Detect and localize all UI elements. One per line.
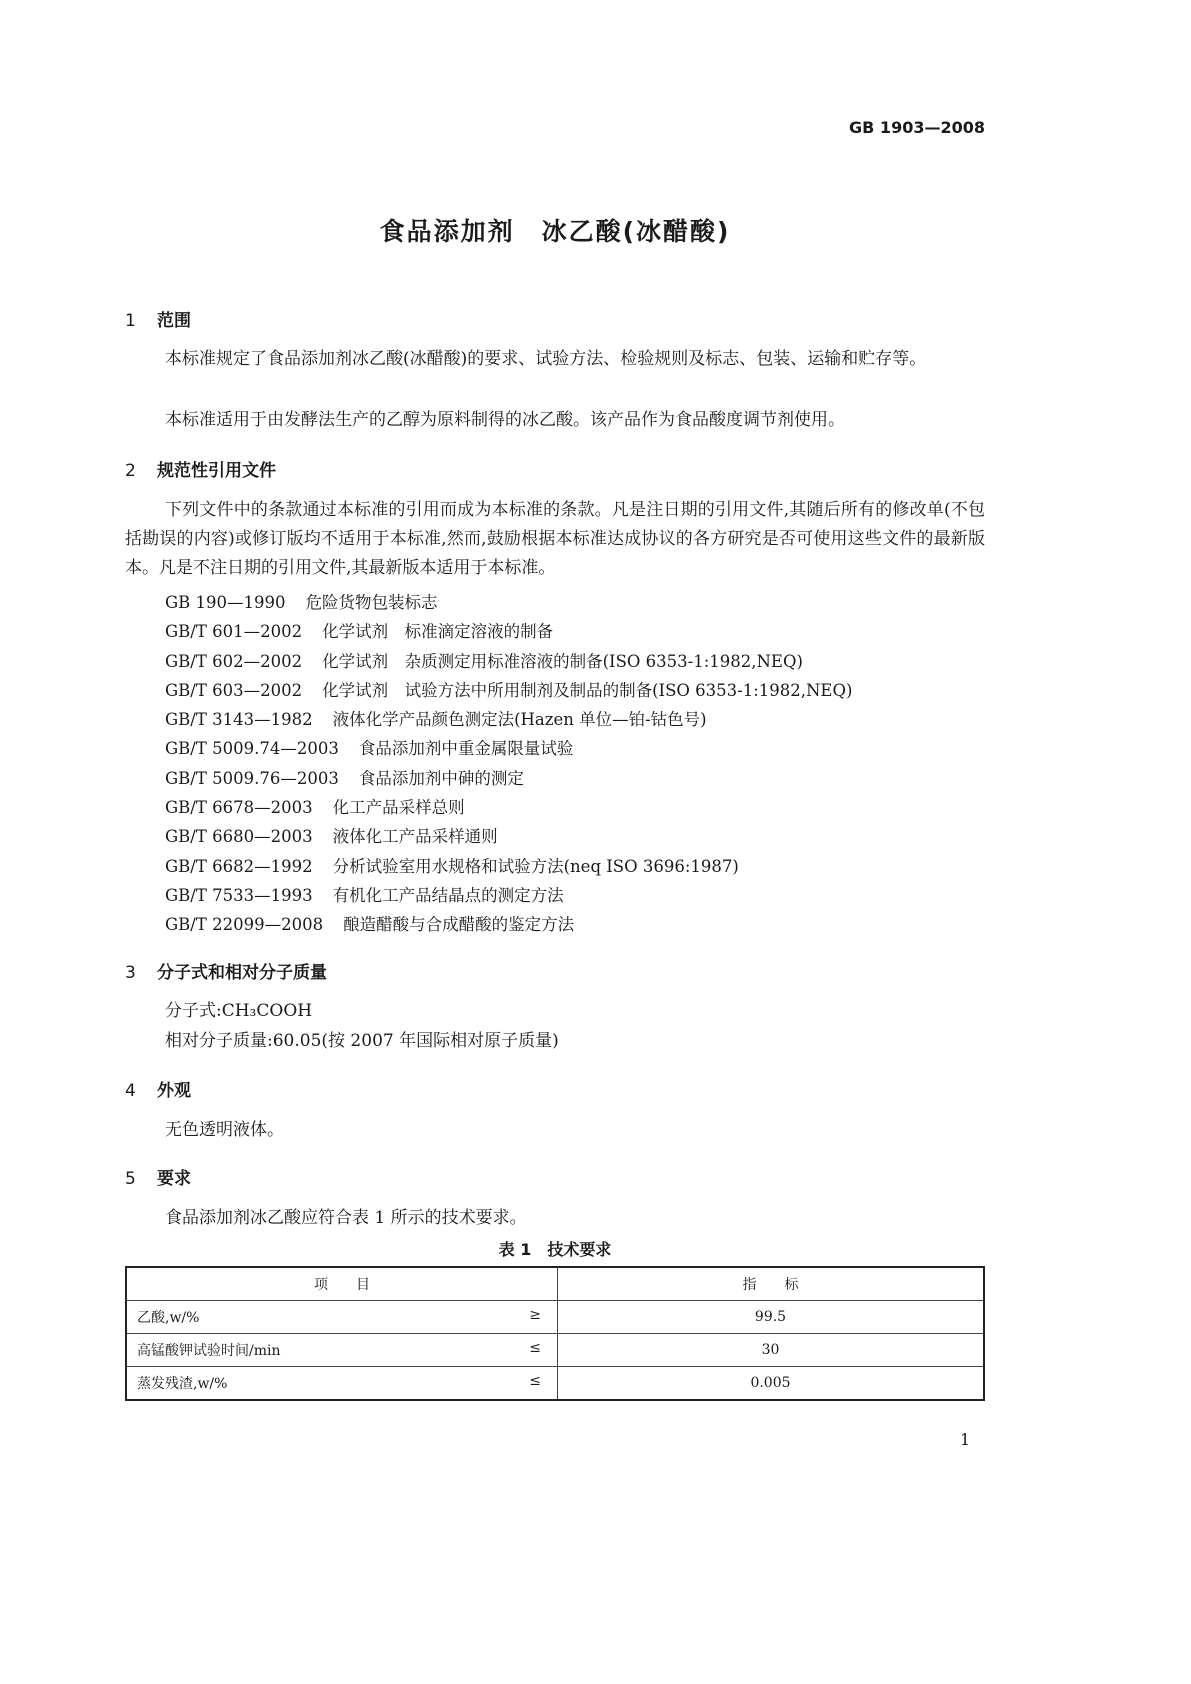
section-heading: 1 范围 [125,311,191,331]
reference-item [165,676,852,705]
molecular-mass-line: 相对分子质量:60.05(按 2007 年国际相对原子质量) [165,1031,559,1051]
reference-title: 食品添加剂中重金属限量试验 [358,739,574,759]
item-cell: 乙酸,w/% ≥ [126,1301,558,1334]
comparison-operator: ≤ [529,1340,541,1356]
reference-item [165,734,852,763]
standard-number: GB 1903—2008 [849,118,985,137]
section-heading: 5 要求 [125,1169,191,1189]
value-cell: 99.5 [558,1301,985,1334]
paragraph: 食品添加剂冰乙酸应符合表 1 所示的技术要求。 [165,1208,527,1228]
reference-code: GB/T 601—2002 [165,622,303,642]
reference-code: GB/T 7533—1993 [165,885,313,905]
reference-title: 酿造醋酸与合成醋酸的鉴定方法 [343,915,575,935]
table-row [126,1334,984,1367]
reference-item [165,852,852,881]
reference-title: 有机化工产品结晶点的测定方法 [332,885,564,905]
document-title: 食品添加剂 冰乙酸(冰醋酸) [379,217,731,246]
reference-title: 液体化工产品采样通则 [332,827,498,847]
reference-title: 危险货物包装标志 [305,593,438,612]
reference-title: 液体化学产品颜色测定法(Hazen 单位—铂-钴色号) [332,710,707,730]
paragraph: 无色透明液体。 [165,1120,284,1140]
reference-code: GB/T 603—2002 [165,680,303,700]
reference-code: GB/T 5009.74—2003 [165,739,339,759]
value-cell: 30 [558,1334,985,1367]
reference-item [165,588,852,617]
reference-code: GB/T 5009.76—2003 [165,768,339,788]
reference-item [165,910,852,939]
reference-code: GB/T 6680—2003 [165,827,313,847]
section-heading: 2 规范性引用文件 [125,461,276,481]
table-row [126,1367,984,1401]
reference-item [165,647,852,676]
reference-title: 化学试剂 试验方法中所用制剂及制品的制备(ISO 6353-1:1982,NEQ) [322,680,853,700]
value-cell: 0.005 [558,1367,985,1401]
table-caption: 表 1 技术要求 [498,1240,612,1259]
reference-title: 化工产品采样总则 [332,798,465,818]
item-cell: 蒸发残渣,w/% ≤ [126,1367,558,1401]
item-cell: 高锰酸钾试验时间/min ≤ [126,1334,558,1367]
reference-item [165,764,852,793]
reference-code: GB/T 22099—2008 [165,915,324,935]
reference-code: GB/T 3143—1982 [165,710,313,730]
reference-item [165,793,852,822]
comparison-operator: ≥ [529,1307,541,1323]
reference-item [165,705,852,734]
reference-title: 食品添加剂中砷的测定 [358,768,524,788]
section-heading: 3 分子式和相对分子质量 [125,963,327,983]
reference-item [165,617,852,646]
requirements-table [125,1266,985,1401]
reference-code: GB/T 602—2002 [165,651,303,671]
reference-list [165,588,852,940]
reference-code: GB/T 6682—1992 [165,856,313,876]
reference-title: 化学试剂 杂质测定用标准溶液的制备(ISO 6353-1:1982,NEQ) [322,651,803,671]
reference-code: GB 190—1990 [165,593,286,612]
reference-title: 分析试验室用水规格和试验方法(neq ISO 3696:1987) [332,856,739,876]
section-heading: 4 外观 [125,1081,191,1101]
reference-item [165,881,852,910]
paragraph: 下列文件中的条款通过本标准的引用而成为本标准的条款。凡是注日期的引用文件,其随后所有的修改单(不包括勘误的内容)或修订版均不适用于本标准,然而,鼓励根据本标准达成协议的各方研究是否可使用这些文件的最新版本。凡是不注日期的引用文件,其最新版本适用于本标准。 [125,500,985,578]
page-number: 1 [960,1430,971,1449]
reference-code: GB/T 6678—2003 [165,798,313,818]
paragraph: 本标准适用于由发酵法生产的乙醇为原料制得的冰乙酸。该产品作为食品酸度调节剂使用。 [165,410,845,430]
reference-item [165,822,852,851]
paragraph: 本标准规定了食品添加剂冰乙酸(冰醋酸)的要求、试验方法、检验规则及标志、包装、运输和贮存等。 [165,349,927,369]
table-header-row [126,1267,984,1301]
column-header: 项 目 [126,1267,558,1301]
column-header: 指 标 [558,1267,985,1301]
comparison-operator: ≤ [529,1373,541,1389]
formula-line: 分子式:CH₃COOH [165,1001,313,1021]
table-row [126,1301,984,1334]
reference-title: 化学试剂 标准滴定溶液的制备 [322,622,554,642]
